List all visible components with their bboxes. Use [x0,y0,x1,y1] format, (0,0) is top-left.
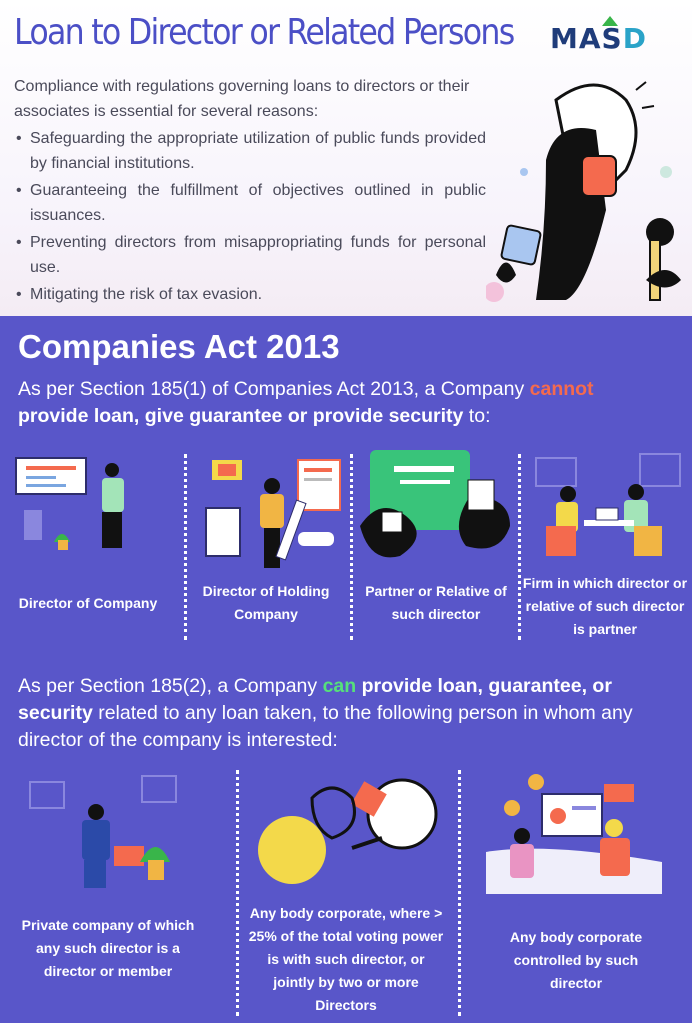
cannot-item-1: Director of Company [18,595,158,611]
firm-meeting-illustration [530,448,686,568]
s1-bold: provide loan, give guarantee or provide security [18,405,464,427]
list-item: • Guaranteeing the fulfillment of objectives outlined in public issuances. [14,178,486,228]
section-185-2-text [18,673,668,754]
section-185-1-text [18,376,678,430]
logo-letter: M [550,22,579,55]
can-item-3: Any body corporate controlled by such director [509,929,643,991]
list-item: • Safeguarding the appropriate utilization of public funds provided by financial institutions. [14,126,486,176]
s2-bold: provide loan, guarantee, or security [18,675,612,724]
page-title: Loan to Director or Related Persons [14,12,514,53]
director-presenting-illustration [14,450,174,560]
divider [458,770,461,1016]
section-heading: Companies Act 2013 [18,328,340,365]
list-item: • Preventing directors from misappropriating funds for personal use. [14,230,486,280]
partner-handshake-illustration [360,446,514,566]
s1-after: to: [463,405,491,427]
divider [518,454,521,640]
reasons-list [14,126,486,309]
list-item: • Mitigating the risk of tax evasion. [14,282,486,307]
intro-text: Compliance with regulations governing loans to directors or their associates is essential for several reasons: [14,78,470,120]
s2-text: As per Section 185(2), a Company [18,675,323,697]
logo-text [550,22,647,55]
cannot-keyword: cannot [529,378,594,400]
holding-director-illustration [194,454,346,574]
can-item-1: Private company of which any such director is a director or member [21,917,195,979]
cannot-item-4: Firm in which director or relative of such director is partner [522,575,688,637]
s2-after: related to any loan taken, to the following person in whom any director of the company is interested: [18,702,633,751]
divider [184,454,187,640]
divider [236,770,239,1016]
divider [350,454,353,640]
hand-keys-illustration [486,60,692,310]
logo-letter: D [622,22,647,55]
can-keyword: can [322,675,357,697]
voting-power-illustration [252,768,442,888]
private-company-illustration [20,772,200,892]
logo-letter: A [578,22,602,55]
s1-text: As per Section 185(1) of Companies Act 2013, a Company [18,378,530,400]
body-corporate-control-illustration [486,772,662,894]
can-item-2: Any body corporate, where > 25% of the total voting power is with such director, or jointly by two or more Directors [248,905,444,1013]
cannot-item-3: Partner or Relative of such director [365,583,507,622]
cannot-item-2: Director of Holding Company [202,583,330,622]
logo-letter: S [601,22,623,55]
